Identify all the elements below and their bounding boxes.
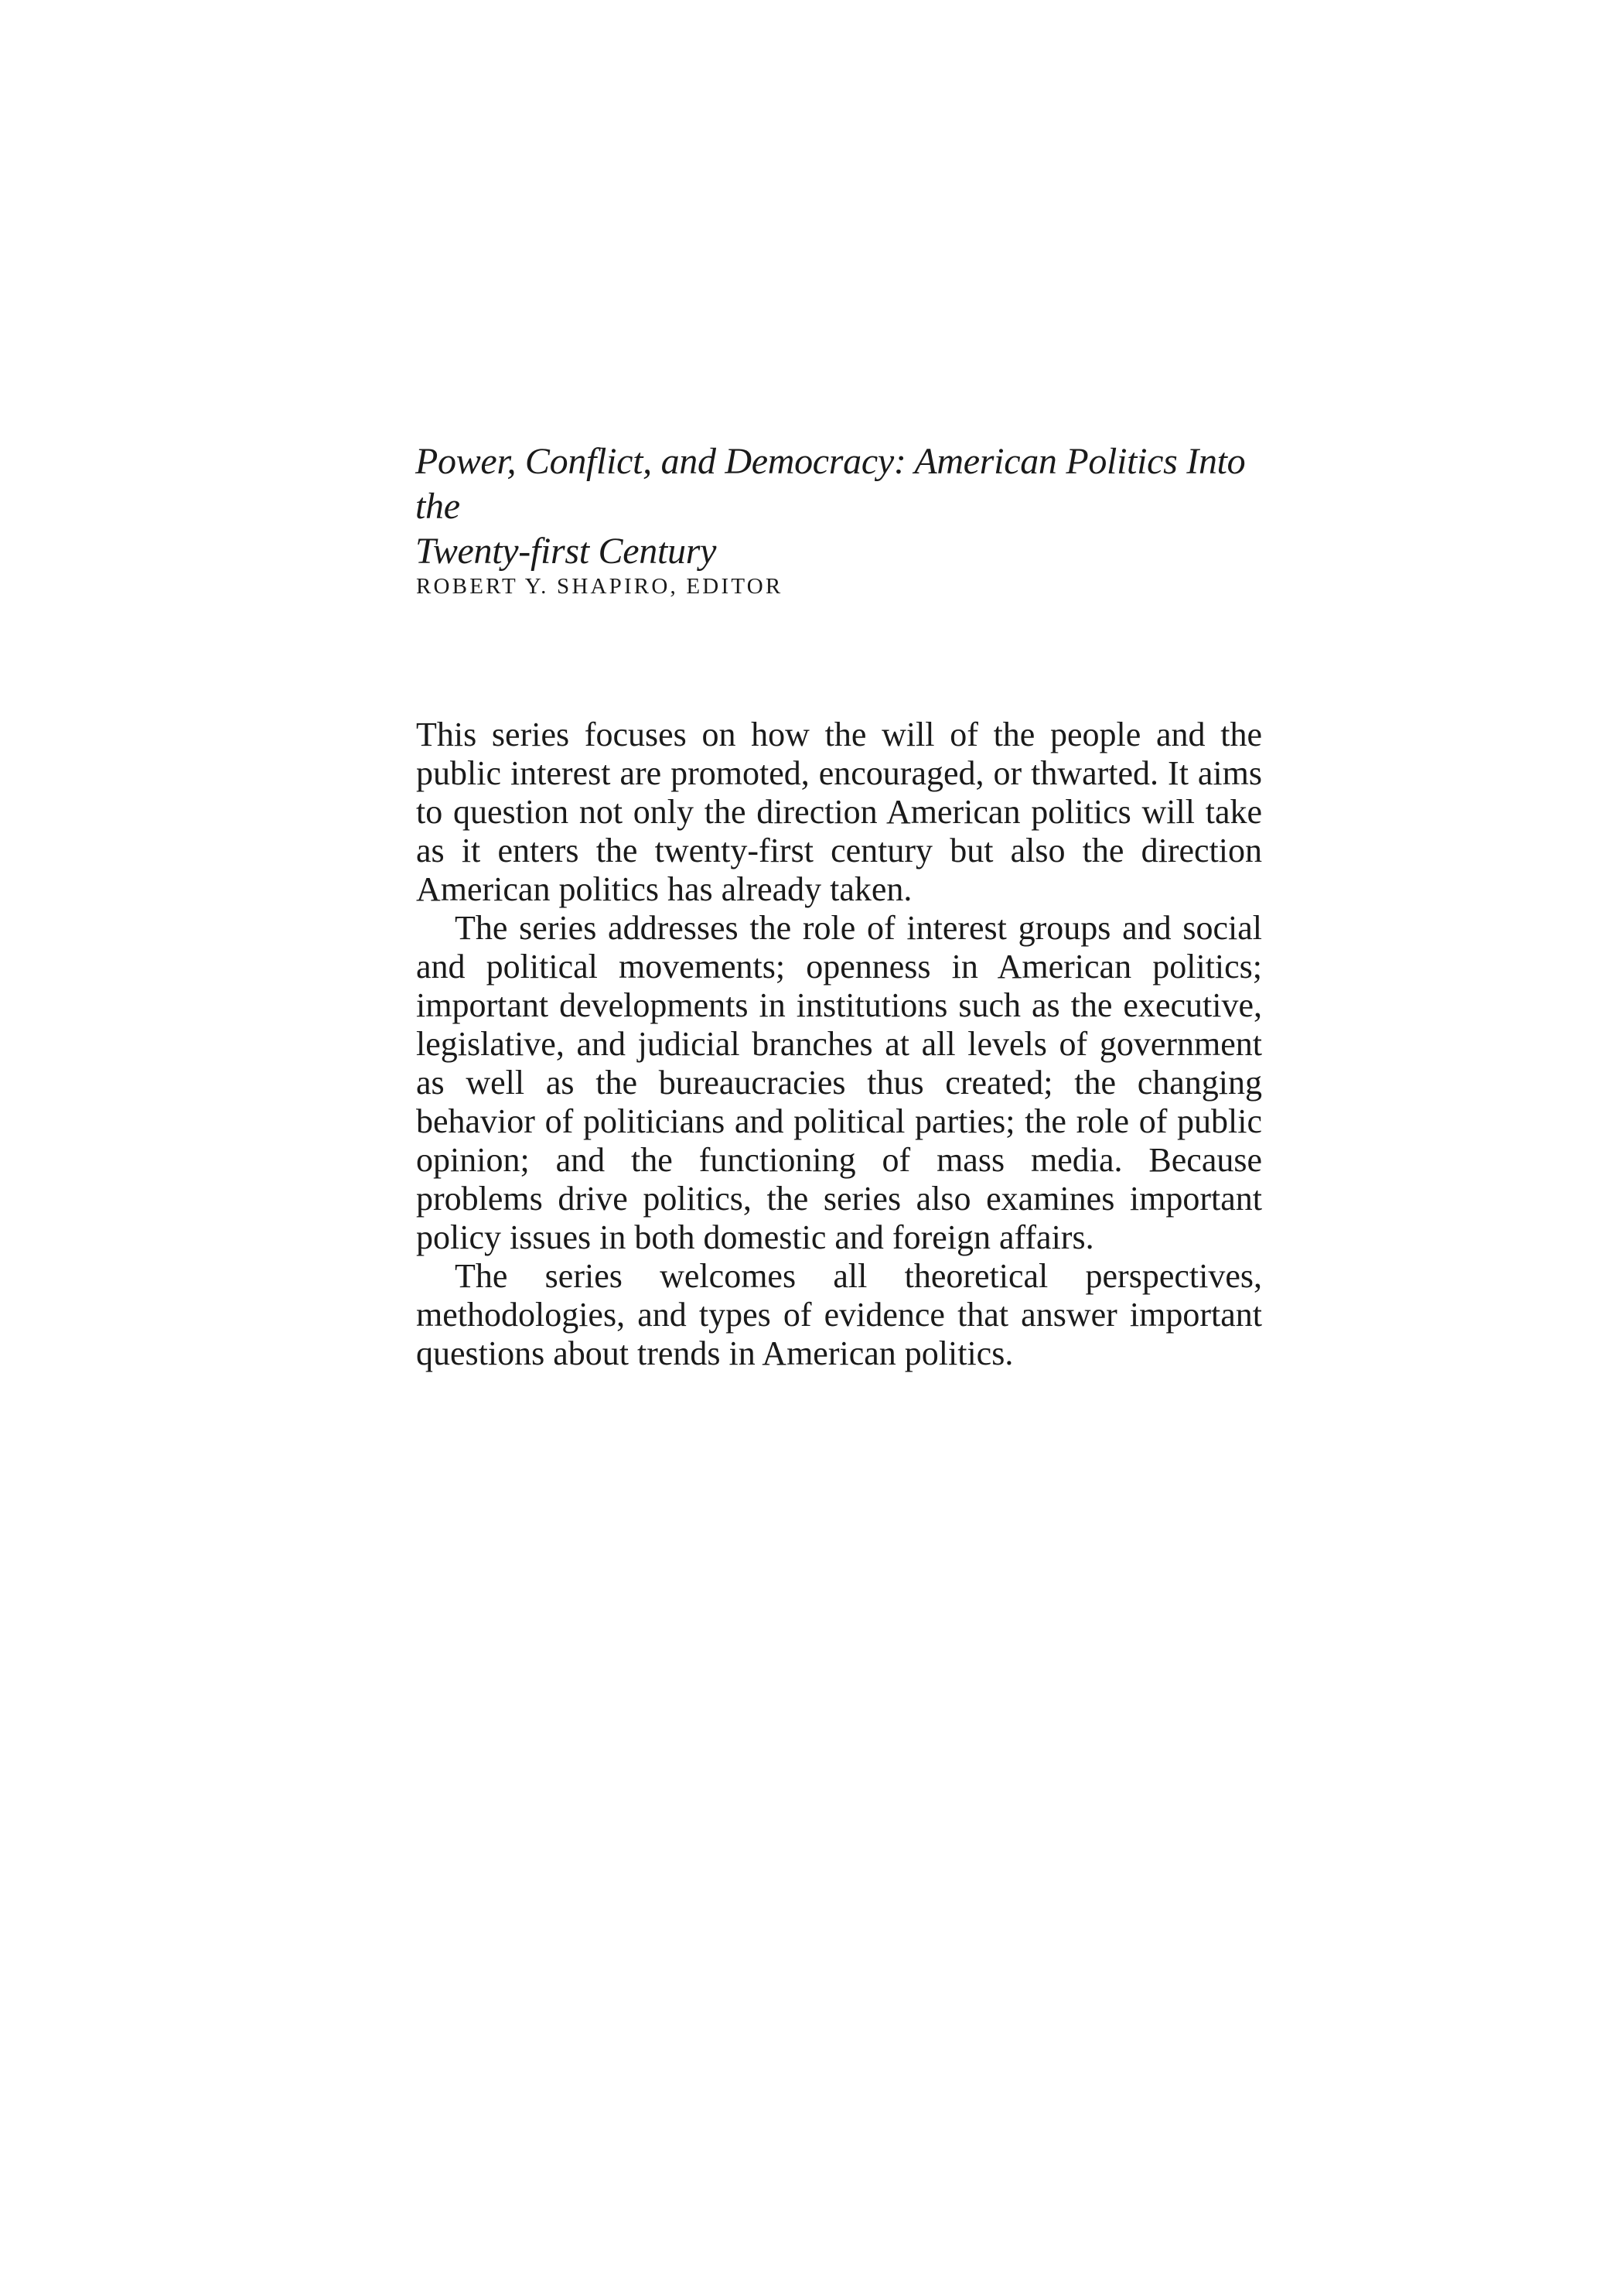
series-description xyxy=(416,716,1262,1373)
series-editor: ROBERT Y. SHAPIRO, EDITOR xyxy=(416,574,783,599)
series-title-line-2: Twenty-first Century xyxy=(415,531,717,572)
description-paragraph-2: The series addresses the role of interest groups and social and political movements; openness in American politics; important developments in institutions such as the executive, legislative, and judicial branches at all levels of government as well as the bureaucracies thus created; the changing behavior of politicians and political parties; the role of public opinion; and the functioning of mass media. Because problems drive politics, the series also examines important policy issues in both domestic and foreign affairs. xyxy=(416,909,1262,1256)
series-title-line-1: Power, Conflict, and Democracy: American Politics Into the xyxy=(415,441,1246,527)
description-paragraph-1: This series focuses on how the will of the people and the public interest are promoted, encouraged, or thwarted. It aims to question not only the direction American politics will take as it enters the twenty-first century but also the direction American politics has already taken. xyxy=(416,716,1262,908)
description-paragraph-3: The series welcomes all theoretical perspectives, methodologies, and types of evidence that answer important questions about trends in American politics. xyxy=(416,1257,1262,1372)
series-title xyxy=(415,439,1266,574)
